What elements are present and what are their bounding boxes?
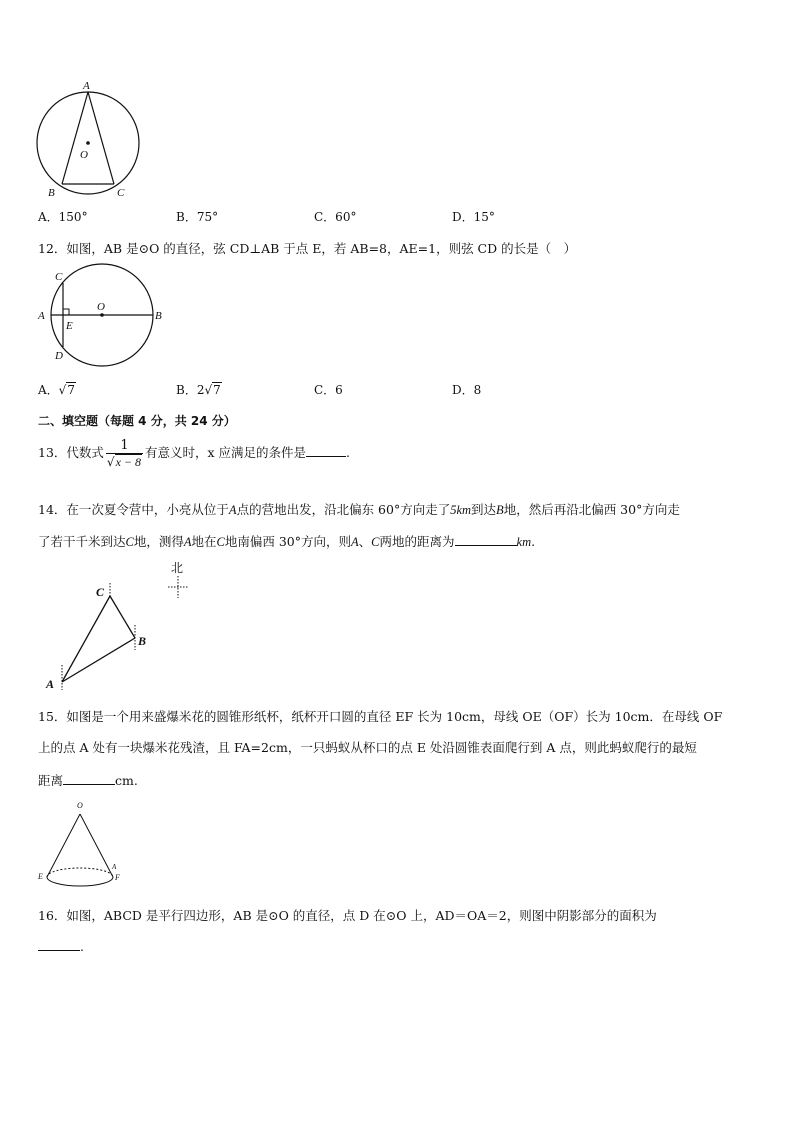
q11-option-c: C．60° xyxy=(314,210,357,224)
q14-text: 点的营地出发，沿北偏东 60°方向走了 xyxy=(236,502,451,517)
q15-label-a: A xyxy=(112,863,117,871)
q13-frac-den: x − 8 xyxy=(115,454,141,469)
q14-text: 两地的距离为 xyxy=(379,534,455,549)
q14-north-label: 北 xyxy=(171,561,184,575)
q14-end: . xyxy=(531,534,536,549)
q15-rim-front xyxy=(47,877,113,886)
q13-frac-num: 1 xyxy=(120,437,129,453)
q14-distance: 5km xyxy=(450,503,472,517)
q14-text: 了若干千米到达 xyxy=(38,534,126,549)
q12-option-d: D．8 xyxy=(452,383,482,397)
q16-answer-blank[interactable] xyxy=(38,938,80,951)
q15-label-e: E xyxy=(38,872,43,881)
q11-label-b: B xyxy=(48,187,55,199)
q14-text: 地，测得 xyxy=(133,534,184,549)
q15-text: 距离 xyxy=(38,773,64,788)
q14-text: 14．在一次夏令营中，小亮从位于 xyxy=(38,502,229,517)
q11-option-d: D．15° xyxy=(452,210,495,224)
q14-label-c: C xyxy=(96,585,105,599)
q14-point-b: B xyxy=(496,503,504,517)
q13-suffix: 有意义时，x 应满足的条件是 xyxy=(145,445,307,460)
q15-unit: cm. xyxy=(115,773,138,788)
q12-option-c: C．6 xyxy=(314,383,343,397)
q14-text: 地南偏西 30°方向，则 xyxy=(224,534,352,549)
q14-point-c: C xyxy=(125,535,134,549)
q14-point-c: C xyxy=(216,535,225,549)
q12-label-b: B xyxy=(155,310,162,322)
q12-option-a-radicand: 7 xyxy=(67,383,75,397)
q12-label-d: D xyxy=(55,350,63,362)
q13-end: . xyxy=(346,445,351,460)
q14-point-a: A xyxy=(228,503,237,517)
q14-text: 地，然后再沿北偏西 30°方向走 xyxy=(503,502,680,517)
q12-option-b-radicand: 7 xyxy=(213,383,221,397)
q12-option-b: B．2√7 xyxy=(176,383,221,397)
q12-label-e: E xyxy=(66,320,73,332)
q14-label-a: A xyxy=(46,677,55,691)
q11-label-o: O xyxy=(80,149,88,161)
q14-point-a: A xyxy=(351,535,359,549)
q15-generatrix-oe xyxy=(47,814,80,877)
q11-option-a: A．150° xyxy=(38,210,88,224)
q15-line-1: 15．如图是一个用来盛爆米花的圆锥形纸杯，纸杯开口圆的直径 EF 长为 10cm，母线 OE（OF）长为 10cm．在母线 OF xyxy=(38,709,723,724)
q14-text: 、 xyxy=(358,534,372,549)
q11-option-b: B．75° xyxy=(176,210,219,224)
q14-point-c: C xyxy=(371,535,380,549)
q15-line-2: 上的点 A 处有一块爆米花残渣，且 FA=2cm，一只蚂蚁从杯口的点 E 处沿圆锥表面爬行到 A 点，则此蚂蚁爬行的最短 xyxy=(38,740,697,755)
q11-label-a: A xyxy=(83,80,90,92)
q12-label-o: O xyxy=(97,301,105,313)
q12-option-b-prefix: B．2 xyxy=(176,383,205,397)
q15-label-f: F xyxy=(115,873,120,882)
q15-generatrix-of xyxy=(80,814,113,877)
section-2-heading: 二、填空题（每题 4 分，共 24 分） xyxy=(38,414,236,428)
q14-label-b: B xyxy=(138,634,147,648)
q15-rim-back xyxy=(47,868,113,877)
q16-end: . xyxy=(80,939,84,954)
q12-label-a: A xyxy=(38,310,45,322)
q12-label-c: C xyxy=(55,271,63,283)
q14-text: 到达 xyxy=(471,502,497,517)
q14-text: 地在 xyxy=(191,534,217,549)
q16-line-1: 16．如图，ABCD 是平行四边形，AB 是⊙O 的直径，点 D 在⊙O 上，AD＝OA＝2，则图中阴影部分的面积为 xyxy=(38,908,657,923)
q14-point-a: A xyxy=(183,535,192,549)
q13-prefix: 13．代数式 xyxy=(38,445,104,460)
q13-fraction: $\frac{1}{√x - 8}$ xyxy=(106,437,141,469)
q11-label-c: C xyxy=(117,187,125,199)
q12-option-a: A．√7 xyxy=(38,383,75,397)
q12-option-a-prefix: A． xyxy=(38,383,59,397)
q16-line-2 xyxy=(38,938,84,954)
q14-unit: km xyxy=(516,535,532,549)
q15-label-o: O xyxy=(77,801,83,810)
q12-stem: 12．如图，AB 是⊙O 的直径，弦 CD⊥AB 于点 E，若 AB=8，AE=1，则弦 CD 的长是（ ） xyxy=(38,241,577,256)
